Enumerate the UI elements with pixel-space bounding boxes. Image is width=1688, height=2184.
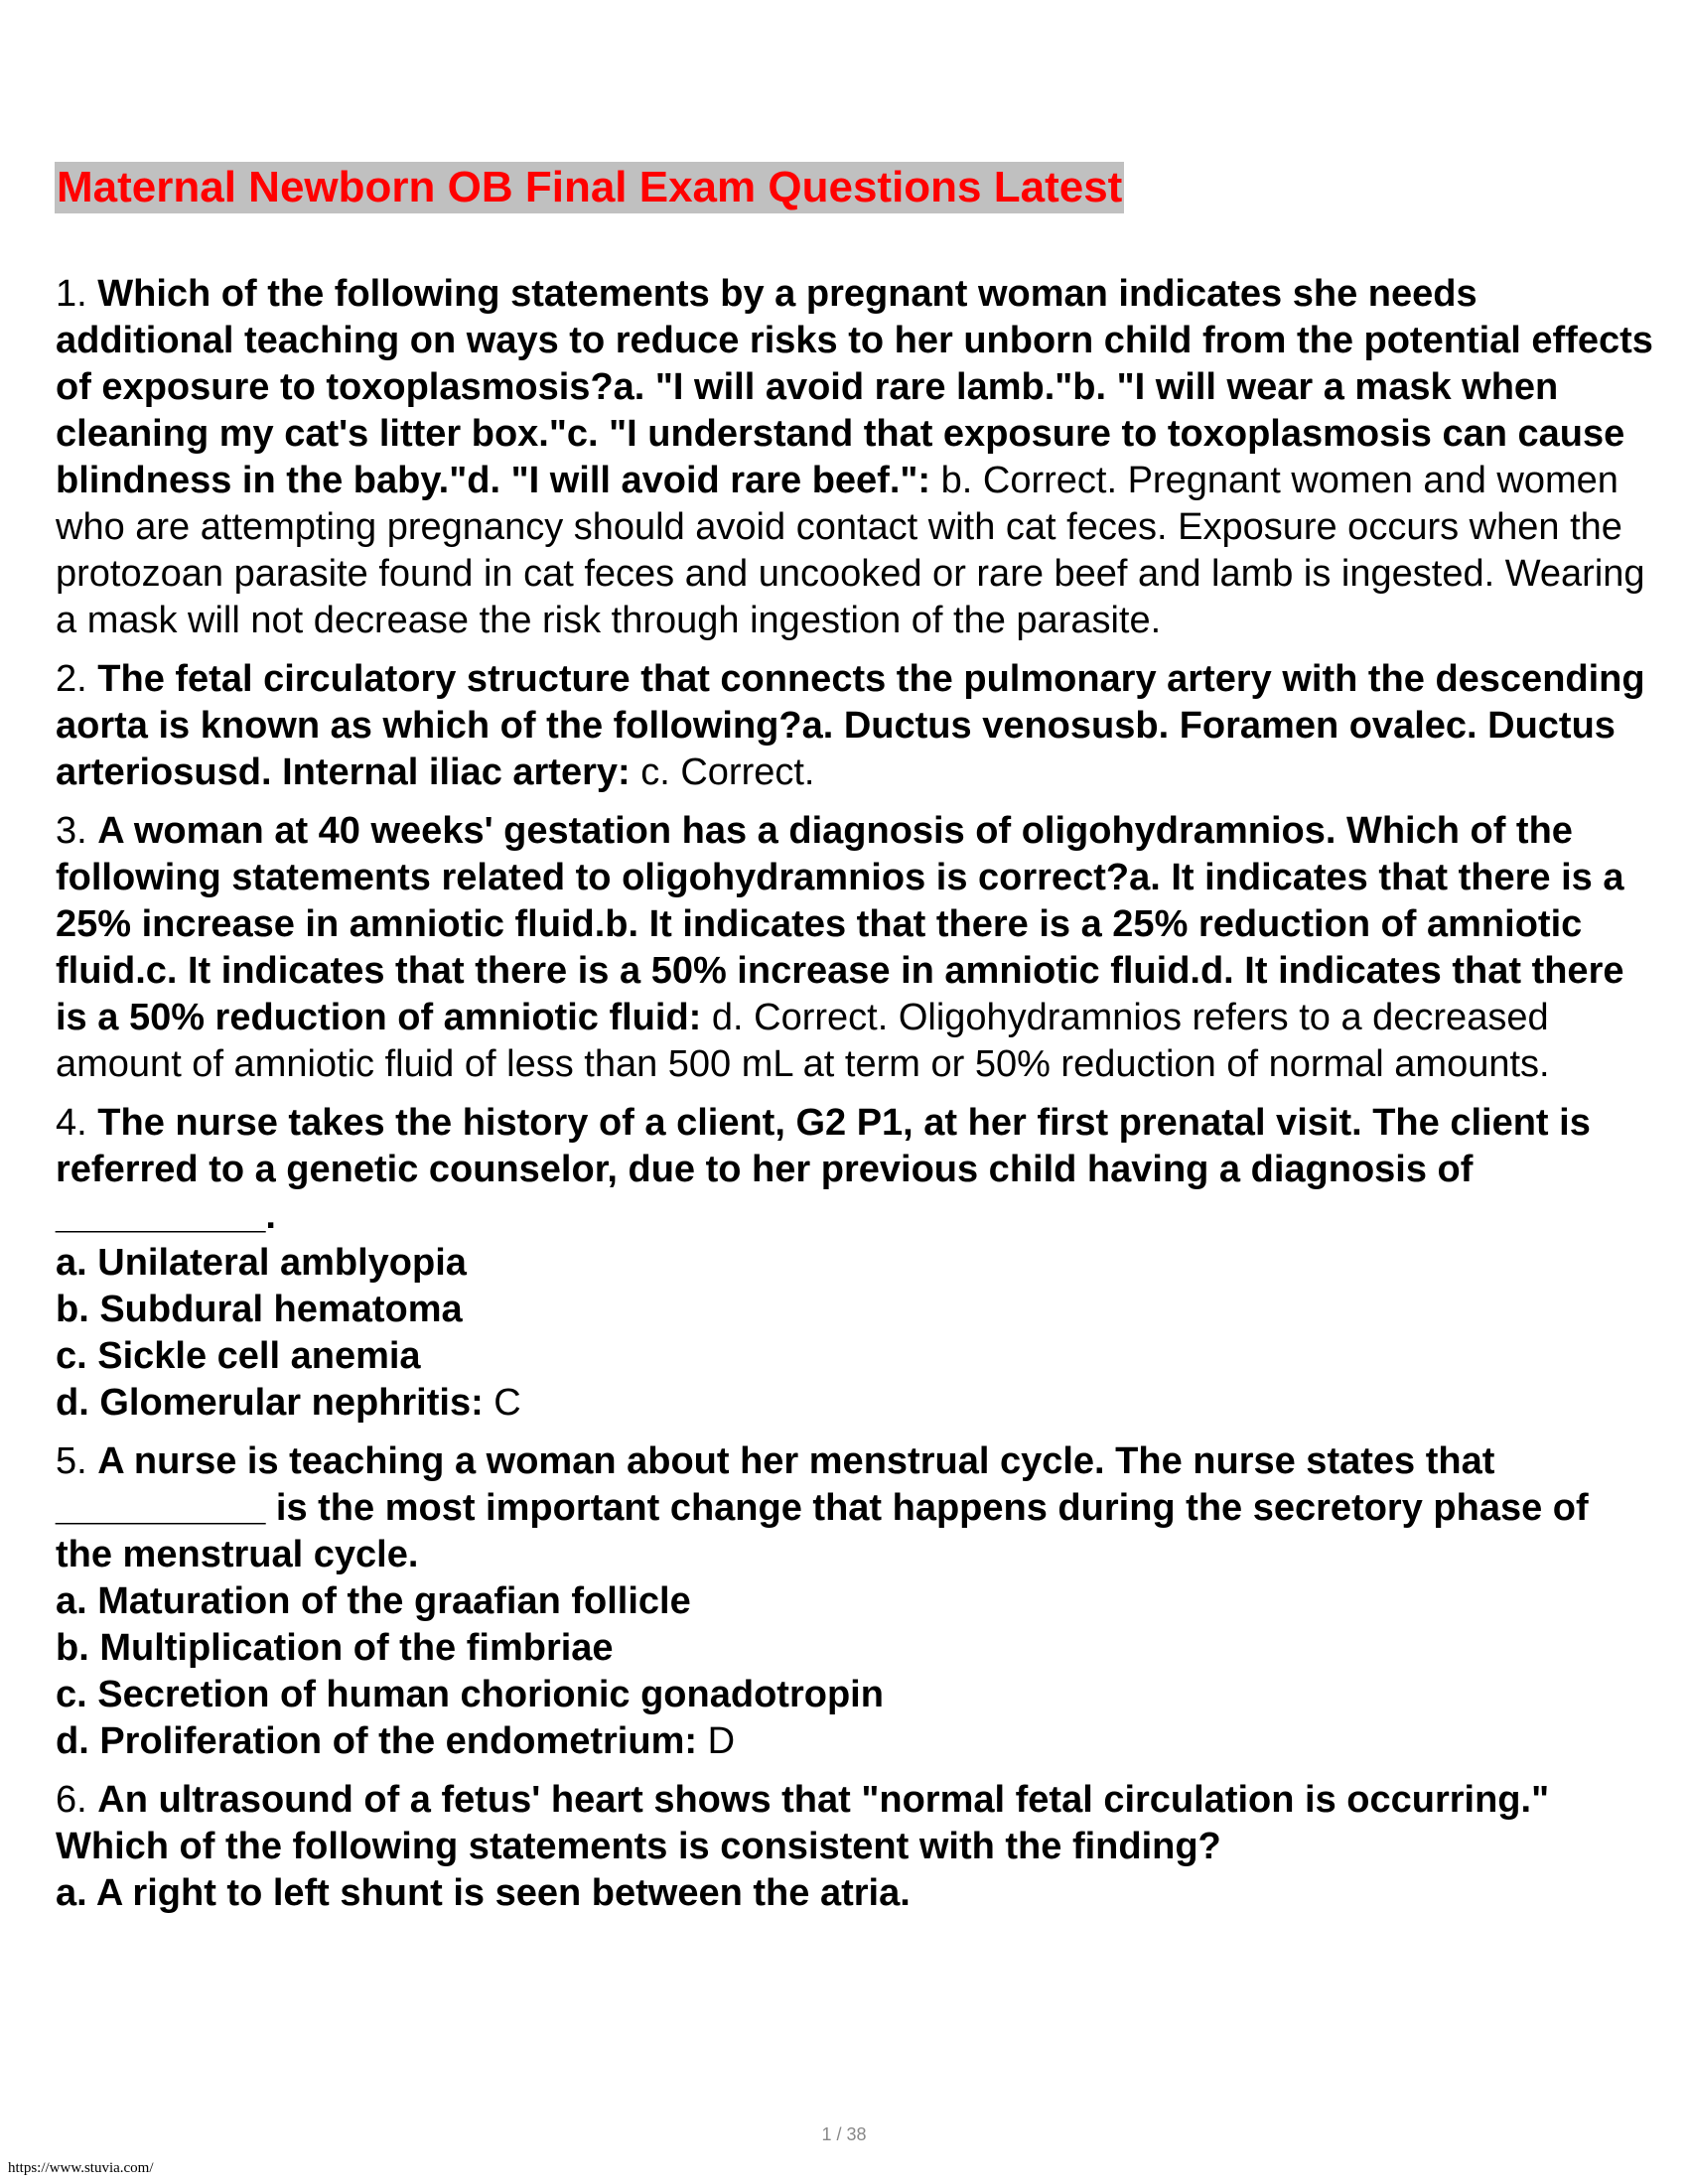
question-text: The fetal circulatory structure that connects the pulmonary artery with the descending aorta is known as which of the following?a. Ductus venosusb. Foramen ovalec. Ductus arteriosusd. Internal iliac artery: xyxy=(56,658,1645,793)
answer-text: d. Correct. Oligohydramnios refers to a decreased amount of amniotic fluid of less than 500 mL at term or 50% reduction of normal amounts. xyxy=(56,997,1550,1085)
question-number: 6. xyxy=(56,1779,87,1821)
question-3 xyxy=(56,808,1654,1088)
answer-text: C xyxy=(493,1382,521,1424)
answer-text: c. Correct. xyxy=(640,751,815,793)
question-number: 5. xyxy=(56,1440,87,1482)
option-d: d. Glomerular nephritis: xyxy=(56,1382,484,1424)
question-text: The nurse takes the history of a client, G2 P1, at her first prenatal visit. The client is referred to a genetic counselor, due to her previous child having a diagnosis of __________. xyxy=(56,1102,1591,1237)
question-text: Which of the following statements by a pregnant woman indicates she needs additional teaching on ways to reduce risks to her unborn child from the potential effects of exposure to toxoplasmosis?a. "I will avoid rare lamb."b. "I will wear a mask when cleaning my cat's litter box."c. "I understand that exposure to toxoplasmosis can cause blindness in the baby."d. "I will avoid rare beef.": xyxy=(56,273,1653,501)
question-5 xyxy=(56,1438,1654,1765)
question-text: An ultrasound of a fetus' heart shows that "normal fetal circulation is occurring." Which of the following statements is consistent with the finding? xyxy=(56,1779,1550,1867)
option-a: a. Unilateral amblyopia xyxy=(56,1242,467,1284)
option-a: a. A right to left shunt is seen between the atria. xyxy=(56,1872,911,1914)
question-2 xyxy=(56,656,1654,796)
document-title: Maternal Newborn OB Final Exam Questions Latest xyxy=(57,163,1123,211)
question-1 xyxy=(56,271,1654,644)
question-number: 4. xyxy=(56,1102,87,1144)
option-c: c. Sickle cell anemia xyxy=(56,1335,421,1377)
option-a: a. Maturation of the graafian follicle xyxy=(56,1580,691,1622)
question-text: A woman at 40 weeks' gestation has a diagnosis of oligohydramnios. Which of the following statements related to oligohydramnios is correct?a. It indicates that there is a 25% increase in amniotic fluid.b. It indicates that there is a 25% reduction of amniotic fluid.c. It indicates that there is a 50% increase in amniotic fluid.d. It indicates that there is a 50% reduction of amniotic fluid: xyxy=(56,810,1624,1038)
question-number: 2. xyxy=(56,658,87,700)
option-b: b. Multiplication of the fimbriae xyxy=(56,1627,614,1669)
question-list xyxy=(56,271,1654,1929)
question-number: 3. xyxy=(56,810,87,852)
answer-text: b. Correct. Pregnant women and women who are attempting pregnancy should avoid contact with cat feces. Exposure occurs when the protozoan parasite found in cat feces and uncooked or rare beef and lamb is ingested. Wearing a mask will not decrease the risk through ingestion of the parasite. xyxy=(56,460,1645,641)
option-b: b. Subdural hematoma xyxy=(56,1289,463,1330)
answer-text: D xyxy=(707,1720,736,1762)
footer-url[interactable]: https://www.stuvia.com/ xyxy=(8,2160,154,2176)
question-number: 1. xyxy=(56,273,87,315)
question-4 xyxy=(56,1100,1654,1427)
option-d: d. Proliferation of the endometrium: xyxy=(56,1720,698,1762)
question-text: A nurse is teaching a woman about her menstrual cycle. The nurse states that __________ is the most important change that happens during the secretory phase of the menstrual cycle. xyxy=(56,1440,1589,1575)
question-6 xyxy=(56,1777,1654,1917)
page-number: 1 / 38 xyxy=(821,2124,867,2144)
option-c: c. Secretion of human chorionic gonadotropin xyxy=(56,1674,884,1715)
